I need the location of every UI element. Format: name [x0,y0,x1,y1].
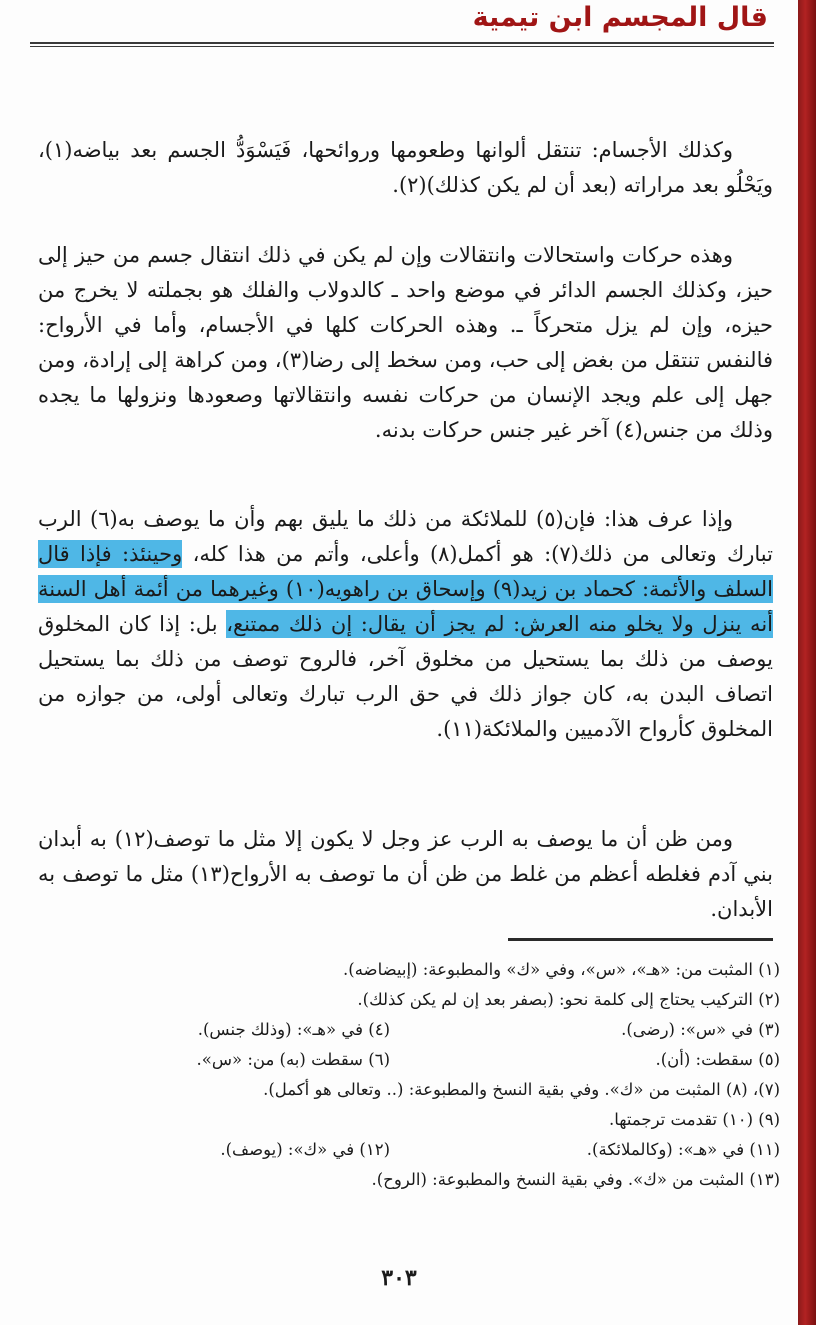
footnote: (٢) التركيب يحتاج إلى كلمة نحو: (بصفر بعد إن لم يكن كذلك). [357,990,780,1009]
highlighted-passage: وحينئذ: فإذا قال السلف والأئمة: كحماد بن زيد(٩) وإسحاق بن راهويه(١٠) وغيرهما من أئمة أهل السنة أنه ينزل ولا يخلو منه العرش: لم يجز أن يقال: إن ذلك ممتنع، [38,542,773,636]
paragraph-text-before: وإذا عرف هذا: فإن(٥) للملائكة من ذلك ما يليق بهم وأن ما يوصف به(٦) الرب تبارك وتعالى من ذلك(٧): هو أكمل(٨) وأعلى، وأتم من هذا كله، [38,507,773,566]
footnotes-list [60,955,780,1195]
page-number: ٣٠٣ [381,1265,417,1291]
paragraph-text: ومن ظن أن ما يوصف به الرب عز وجل لا يكون إلا مثل ما توصف(١٢) به أبدان بني آدم فغلطه أعظم من غلط من ظن أن ما توصف به الأرواح(١٣) مثل ما توصف به الأبدان. [38,827,773,921]
footnote: (١) المثبت من: «هـ»، «س»، وفي «ك» والمطبوعة: (إبيضاضه). [343,960,780,979]
footnote: (٧)، (٨) المثبت من «ك». وفي بقية النسخ والمطبوعة: (.. وتعالى هو أكمل). [263,1080,780,1099]
footnote: (٦) سقطت (به) من: «س». [196,1050,390,1069]
footnote-line [60,1075,780,1105]
footnote: (١٢) في «ك»: (يوصف). [220,1140,390,1159]
paragraph-4 [38,822,773,927]
footnote-line [60,1015,780,1045]
footnote: (٩) (١٠) تقدمت ترجمتها. [608,1110,780,1129]
paragraph-1 [38,133,773,203]
paragraph-text [38,502,773,747]
running-header-title: قال المجسم ابن تيمية [472,2,768,33]
paragraph-2 [38,238,773,448]
footnote: (٣) في «س»: (رضى). [621,1020,780,1039]
paragraph-3 [38,502,773,747]
footnote: (١١) في «هـ»: (وكالملائكة). [586,1140,780,1159]
paragraph-text: وكذلك الأجسام: تنتقل ألوانها وطعومها وروائحها، فَيَسْوَدُّ الجسم بعد بياضه(١)، ويَحْلُو بعد مراراته (بعد أن لم يكن كذلك)(٢). [38,138,773,197]
footnote: (٤) في «هـ»: (وذلك جنس). [197,1020,390,1039]
footnote: (١٣) المثبت من «ك». وفي بقية النسخ والمطبوعة: (الروح). [371,1170,780,1189]
footnote: (٥) سقطت: (أن). [655,1050,780,1069]
header-rule-thin [30,46,774,47]
footnote-line [60,985,780,1015]
footnote-line [60,955,780,985]
book-edge-binding [798,0,816,1325]
footnote-separator [508,938,773,941]
paragraph-text-after: بل: إذا كان المخلوق يوصف من ذلك بما يستحيل من مخلوق آخر، فالروح توصف من ذلك بما يستحيل اتصاف البدن به، كان جواز ذلك في حق الرب تبارك وتعالى أولى، من جوازه من المخلوق كأرواح الآدميين والملائكة(١١). [38,612,773,741]
header-rule [30,42,774,44]
footnote-line [60,1135,780,1165]
footnote-line [60,1105,780,1135]
footnote-line [60,1045,780,1075]
footnote-line [60,1165,780,1195]
paragraph-text: وهذه حركات واستحالات وانتقالات وإن لم يكن في ذلك انتقال جسم من حيز إلى حيز، وكذلك الجسم الدائر في موضع واحد ـ كالدولاب والفلك هو بجملته لا يخرج من حيزه، وإن لم يزل متحركاً ـ. وهذه الحركات كلها في الأجسام، وأما في الأرواح: فالنفس تنتقل من بغض إلى حب، ومن سخط إلى رضا(٣)، ومن كراهة إلى إرادة، ومن جهل إلى علم ويجد الإنسان من حركات نفسه وانتقالاتها وصعودها ونزولها ما يجده وذلك من جنس(٤) آخر غير جنس حركات بدنه. [38,243,773,442]
